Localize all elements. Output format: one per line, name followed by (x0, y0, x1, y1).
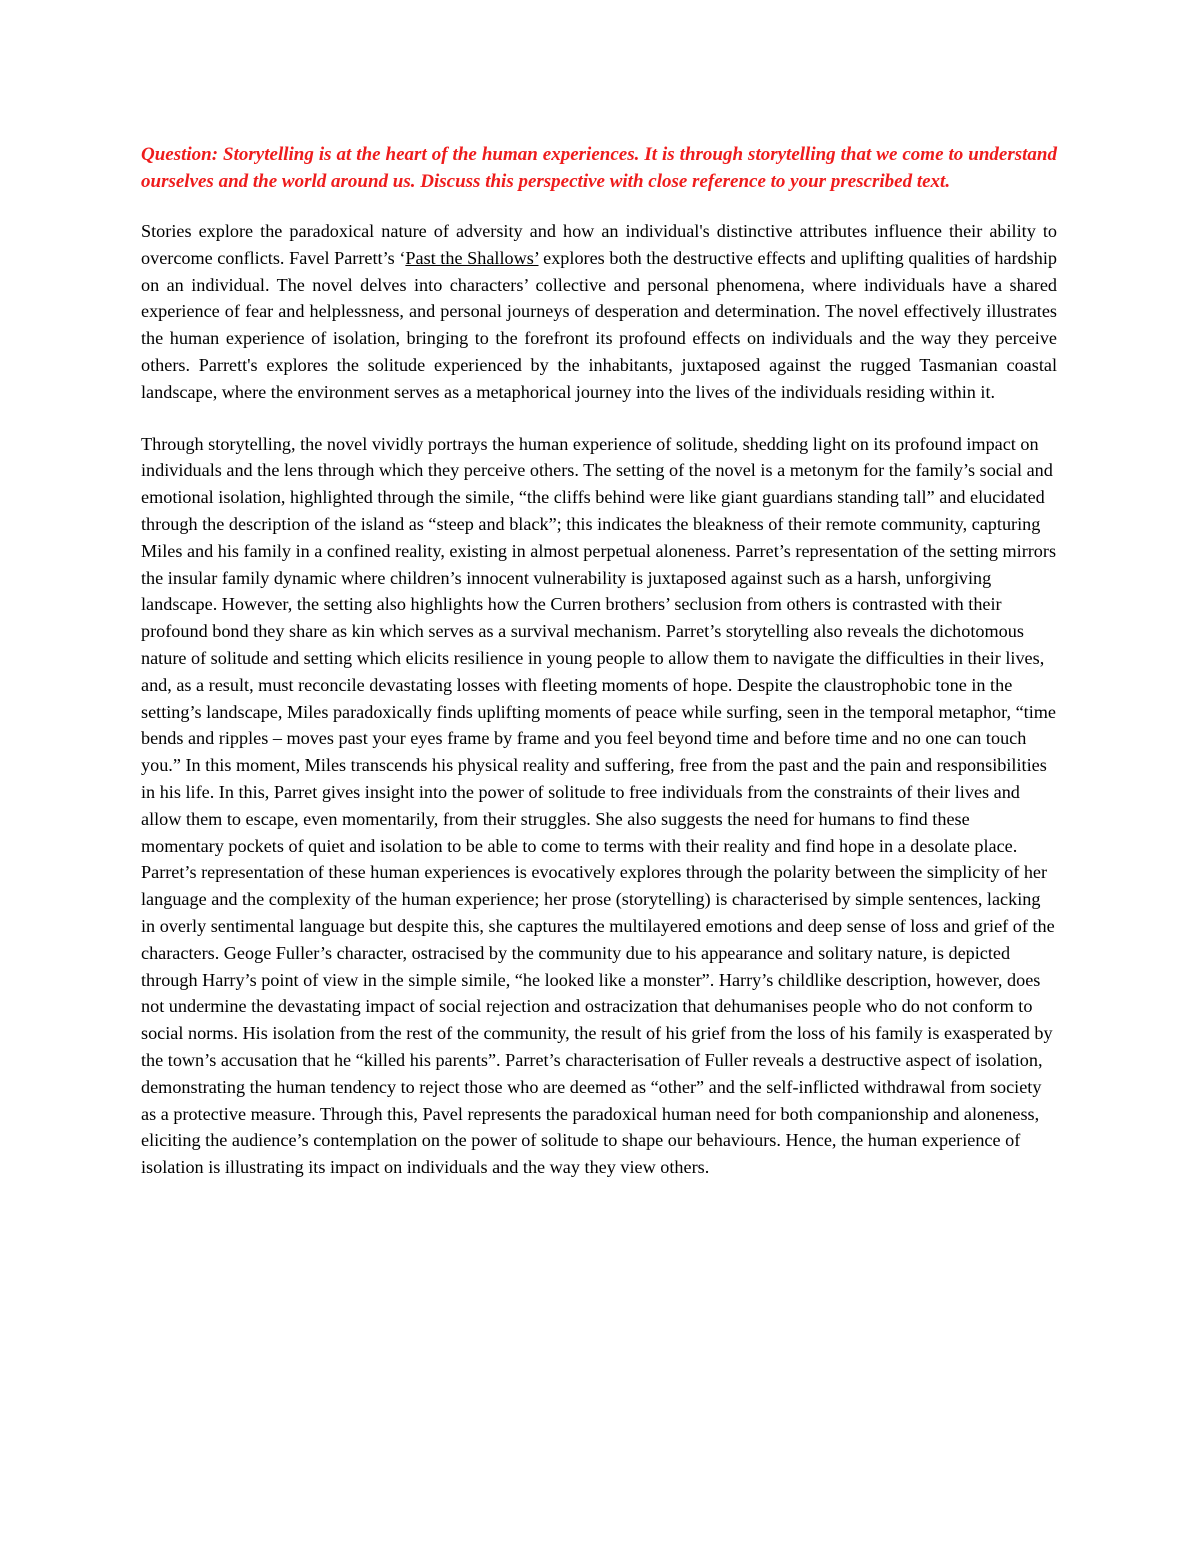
paragraph-introduction (141, 218, 1057, 406)
document-body (141, 142, 1057, 1206)
paragraph-introduction-text-end: explores both the destructive effects and uplifting qualities of hardship on an individual. The novel delves into characters’ collective and personal phenomena, where individuals have a shared experience of fear and helplessness, and personal journeys of desperation and determination. The novel effectively illustrates the human experience of isolation, bringing to the forefront its profound effects on individuals and the way they perceive others. Parrett's explores the solitude experienced by the inhabitants, juxtaposed against the rugged Tasmanian coastal landscape, where the environment serves as a metaphorical journey into the lives of the individuals residing within it. (141, 247, 1057, 402)
essay-question: Question: Storytelling is at the heart of the human experiences. It is through storytelling that we come to understand ourselves and the world around us. Discuss this perspective with close reference to your prescribed text. (141, 144, 1057, 192)
paragraph-introduction-text-start: Stories explore the paradoxical nature of adversity and how an individual's distinctive attributes influence their ability to overcome conflicts. Favel Parrett’s ‘ (141, 221, 1057, 268)
novel-title: Past the Shallows’ (405, 247, 539, 268)
paragraph-body: Through storytelling, the novel vividly portrays the human experience of solitude, shedding light on its profound impact on individuals and the lens through which they perceive others. The setting of the novel is a metonym for the family’s social and emotional isolation, highlighted through the simile, “the cliffs behind were like giant guardians standing tall” and elucidated through the description of the island as “steep and black”; this indicates the bleakness of their remote community, capturing Miles and his family in a confined reality, existing in almost perpetual aloneness. Parret’s representation of the setting mirrors the insular family dynamic where children’s innocent vulnerability is juxtaposed against such as a harsh, unforgiving landscape. However, the setting also highlights how the Curren brothers’ seclusion from others is contrasted with their profound bond they share as kin which serves as a survival mechanism. Parret’s storytelling also reveals the dichotomous nature of solitude and setting which elicits resilience in young people to allow them to navigate the difficulties in their lives, and, as a result, must reconcile devastating losses with fleeting moments of hope. Despite the claustrophobic tone in the setting’s landscape, Miles paradoxically finds uplifting moments of peace while surfing, seen in the temporal metaphor, “time bends and ripples – moves past your eyes frame by frame and you feel beyond time and before time and no one can touch you.” In this moment, Miles transcends his physical reality and suffering, free from the past and the pain and responsibilities in his life. In this, Parret gives insight into the power of solitude to free individuals from the constraints of their lives and allow them to escape, even momentarily, from their struggles. She also suggests the need for humans to find these momentary pockets of quiet and isolation to be able to come to terms with their reality and find hope in a desolate place. Parret’s representation of these human experiences is evocatively explores through the polarity between the simplicity of her language and the complexity of the human experience; her prose (storytelling) is characterised by simple sentences, lacking in overly sentimental language but despite this, she captures the multilayered emotions and deep sense of loss and grief of the characters. Geoge Fuller’s character, ostracised by the community due to his appearance and solitary nature, is depicted through Harry’s point of view in the simple simile, “he looked like a monster”. Harry’s childlike description, however, does not undermine the devastating impact of social rejection and ostracization that dehumanises people who do not conform to social norms. His isolation from the rest of the community, the result of his grief from the loss of his family is exasperated by the town’s accusation that he “killed his parents”. Parret’s characterisation of Fuller reveals a destructive aspect of isolation, demonstrating the human tendency to reject those who are deemed as “other” and the self-inflicted withdrawal from society as a protective measure. Through this, Pavel represents the paradoxical human need for both companionship and aloneness, eliciting the audience’s contemplation on the power of solitude to shape our behaviours. Hence, the human experience of isolation is illustrating its impact on individuals and the way they view others. (141, 433, 1057, 1178)
